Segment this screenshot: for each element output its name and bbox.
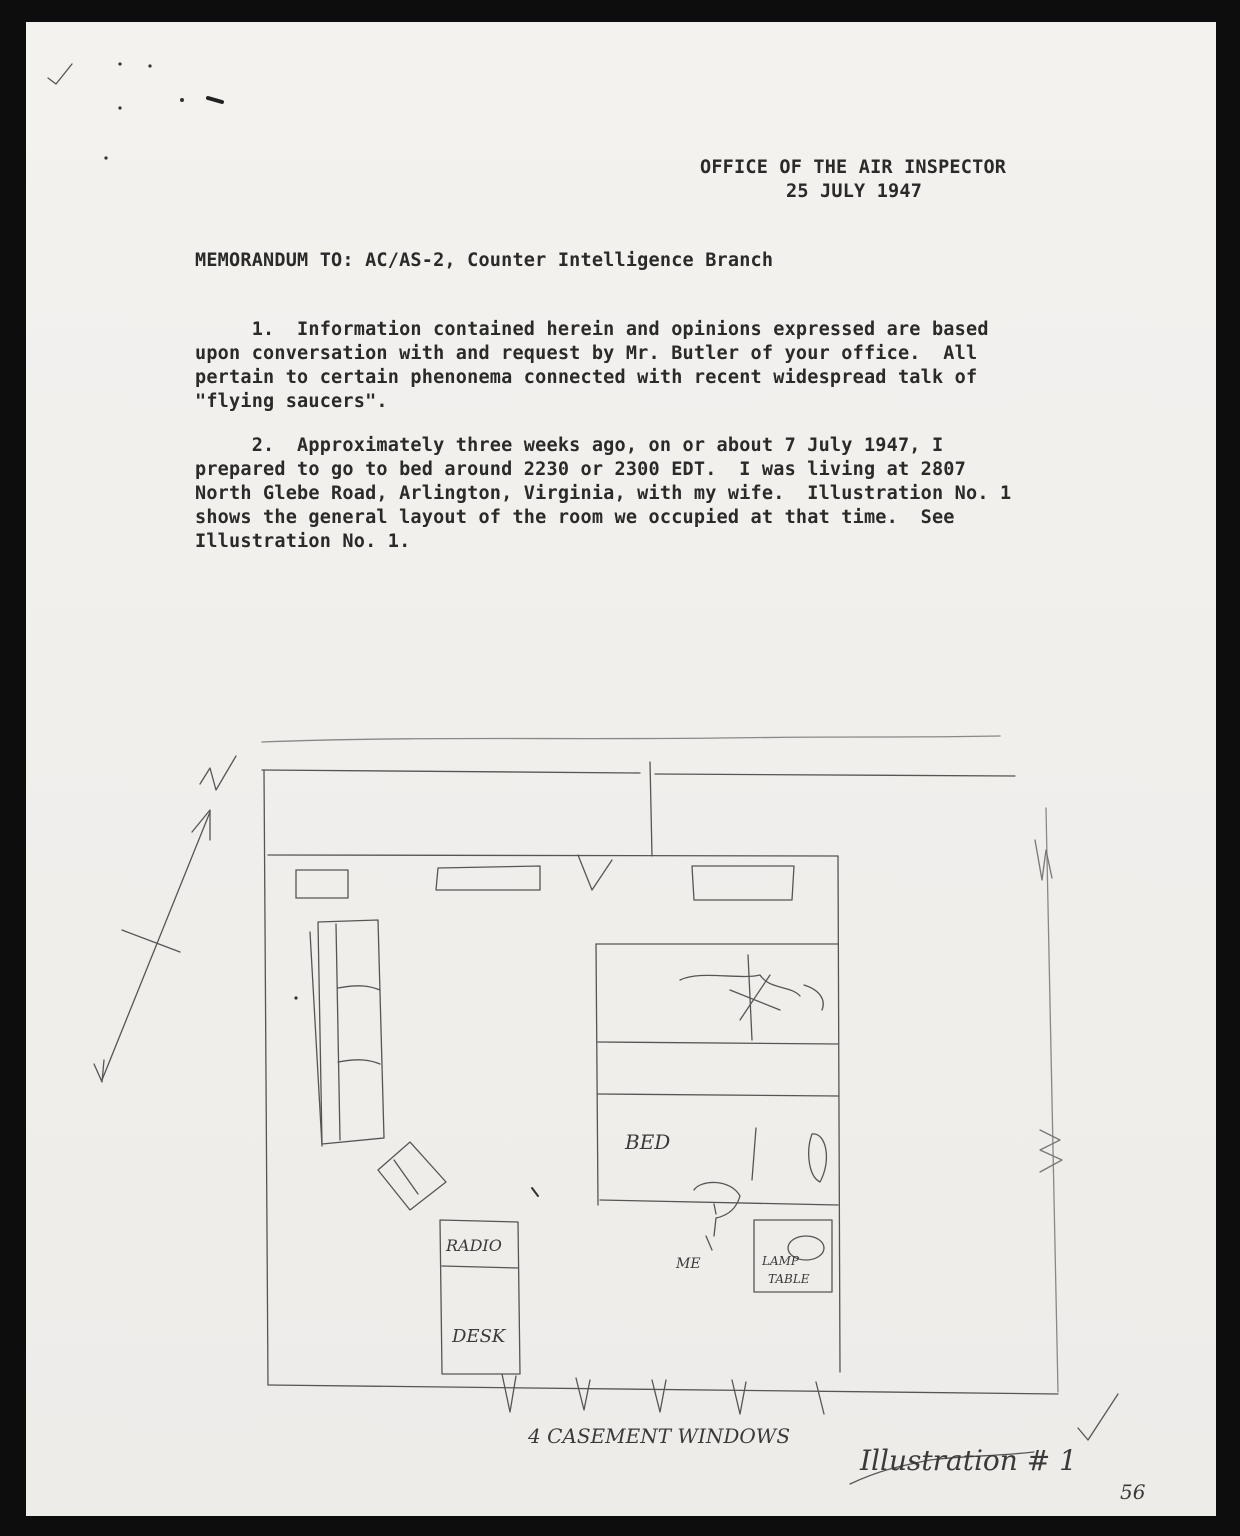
bed-label: BED <box>625 1130 671 1154</box>
paragraph-line: pertain to certain phenonema connected with recent widespread talk of <box>195 367 978 388</box>
radio-label: RADIO <box>446 1236 502 1255</box>
paragraph-line: 2. Approximately three weeks ago, on or about 7 July 1947, I <box>195 435 944 456</box>
office-heading: OFFICE OF THE AIR INSPECTOR <box>700 157 1007 178</box>
lamp-label: LAMP <box>762 1254 799 1268</box>
memo-recipient: MEMORANDUM TO: AC/AS-2, Counter Intelligence Branch <box>195 250 774 271</box>
page-number: 56 <box>1120 1480 1146 1504</box>
windows-label: 4 CASEMENT WINDOWS <box>528 1424 791 1448</box>
paragraph-line: shows the general layout of the room we occupied at that time. See <box>195 507 955 528</box>
paragraph-line: "flying saucers". <box>195 391 388 412</box>
paragraph-line: 1. Information contained herein and opinions expressed are based <box>195 319 989 340</box>
illustration-label: Illustration # 1 <box>860 1444 1077 1477</box>
paragraph-line: upon conversation with and request by Mr. Butler of your office. All <box>195 343 978 364</box>
check-mark-icon <box>48 64 72 84</box>
paragraph-line: prepared to go to bed around 2230 or 2300 EDT. I was living at 2807 <box>195 459 966 480</box>
paragraph-line: North Glebe Road, Arlington, Virginia, with my wife. Illustration No. 1 <box>195 483 1012 504</box>
table-label: TABLE <box>768 1272 810 1286</box>
me-label: ME <box>676 1256 701 1272</box>
desk-label: DESK <box>452 1326 506 1347</box>
north-arrow-icon <box>102 812 210 1080</box>
memo-date: 25 JULY 1947 <box>786 181 923 202</box>
paragraph-line: Illustration No. 1. <box>195 531 411 552</box>
